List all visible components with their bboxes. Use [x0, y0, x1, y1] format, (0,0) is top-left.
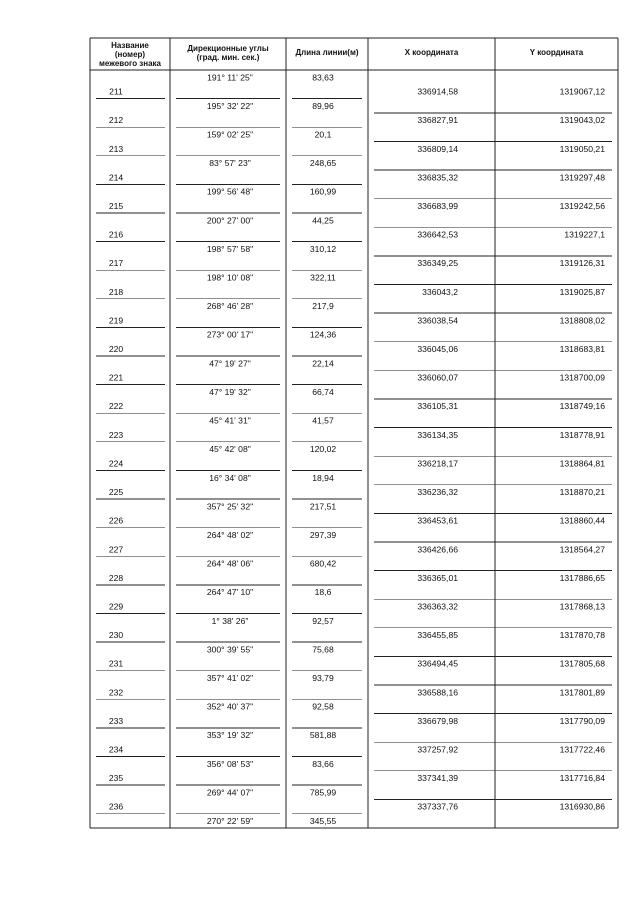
line-length: 83,63: [312, 72, 334, 83]
point-name: 217: [108, 258, 124, 269]
point-name: 234: [108, 744, 124, 755]
direction-angle: 273° 00' 17": [206, 329, 254, 340]
line-length: 120,02: [309, 444, 337, 455]
direction-angle: 268° 46' 28": [206, 301, 254, 312]
header-name-line: (номер): [114, 50, 146, 59]
point-y: 1319126,31: [559, 258, 605, 269]
point-x: 336236,32: [417, 487, 458, 498]
point-x: 336835,32: [417, 172, 458, 183]
point-name: 233: [108, 715, 124, 726]
point-name: 223: [108, 429, 124, 440]
point-y: 1318683,81: [559, 344, 605, 355]
direction-angle: 45° 42' 08": [209, 444, 251, 455]
direction-angle: 191° 11' 25": [207, 72, 253, 83]
point-y: 1319025,87: [559, 286, 605, 297]
line-length: 217,51: [309, 501, 337, 512]
direction-angle: 159° 02' 25": [206, 129, 254, 140]
point-name: 228: [108, 572, 124, 583]
header-x: Х координата: [404, 48, 459, 57]
point-name: 222: [108, 401, 124, 412]
point-name: 212: [108, 115, 124, 126]
line-length: 297,39: [309, 529, 337, 540]
point-x: 336453,61: [417, 515, 458, 526]
direction-angle: 269° 44' 07": [206, 787, 254, 798]
direction-angle: 45° 41' 31": [209, 415, 251, 426]
point-name: 232: [108, 687, 124, 698]
point-y: 1317805,68: [559, 658, 605, 669]
line-length: 785,99: [309, 787, 337, 798]
point-y: 1318564,27: [559, 544, 605, 555]
point-y: 1317870,78: [559, 630, 605, 641]
header-angle-line: (град. мин. сек.): [196, 53, 260, 62]
line-length: 22,14: [312, 358, 334, 369]
point-name: 215: [108, 201, 124, 212]
point-name: 221: [108, 372, 124, 383]
point-y: 1318778,91: [559, 429, 605, 440]
header-angle-line: Дирекционные углы: [187, 44, 269, 53]
direction-angle: 47° 19' 27": [209, 358, 251, 369]
direction-angle: 357° 41' 02": [206, 672, 254, 683]
point-name: 230: [108, 630, 124, 641]
direction-angle: 195° 32' 22": [206, 100, 254, 111]
point-x: 336045,06: [417, 344, 458, 355]
direction-angle: 47° 19' 32": [209, 386, 251, 397]
point-name: 211: [109, 86, 123, 97]
direction-angle: 198° 10' 08": [206, 272, 254, 283]
point-y: 1318808,02: [559, 315, 605, 326]
line-length: 93,79: [312, 672, 334, 683]
direction-angle: 264° 48' 02": [206, 529, 254, 540]
point-y: 1318860,44: [559, 515, 605, 526]
point-x: 336426,66: [417, 544, 458, 555]
direction-angle: 353° 19' 32": [206, 730, 254, 741]
line-length: 92,57: [312, 615, 334, 626]
line-length: 124,36: [309, 329, 337, 340]
table-grid: [90, 38, 618, 828]
point-x: 336365,01: [417, 572, 458, 583]
direction-angle: 200° 27' 00": [206, 215, 254, 226]
point-y: 1317868,13: [559, 601, 605, 612]
header-name-line: межевого знака: [98, 59, 162, 68]
point-y: 1316930,86: [559, 801, 605, 812]
line-length: 345,55: [309, 816, 337, 826]
point-y: 1317722,46: [559, 744, 605, 755]
line-length: 680,42: [309, 558, 337, 569]
point-name: 236: [108, 801, 124, 812]
point-name: 229: [108, 601, 124, 612]
point-y: 1317886,65: [559, 572, 605, 583]
point-name: 214: [108, 172, 124, 183]
point-x: 336038,54: [417, 315, 458, 326]
direction-angle: 356° 08' 53": [206, 758, 254, 769]
point-name: 224: [108, 458, 124, 469]
point-name: 225: [108, 487, 124, 498]
point-x: 337341,39: [417, 773, 458, 784]
point-x: 336914,58: [417, 86, 458, 97]
direction-angle: 1° 38' 26": [211, 615, 249, 626]
point-x: 336105,31: [417, 401, 458, 412]
header-length: Длина линии(м): [295, 48, 359, 57]
point-x: 336060,07: [417, 372, 458, 383]
line-length: 310,12: [309, 243, 337, 254]
point-y: 1318870,21: [559, 487, 605, 498]
line-length: 83,66: [312, 758, 334, 769]
line-length: 92,58: [312, 701, 334, 712]
direction-angle: 83° 57' 23": [209, 158, 251, 169]
point-name: 220: [108, 344, 124, 355]
line-length: 89,96: [312, 100, 334, 111]
table-header: [99, 41, 584, 68]
point-y: 1319067,12: [559, 86, 605, 97]
point-x: 336809,14: [417, 143, 458, 154]
point-x: 337257,92: [417, 744, 458, 755]
direction-angle: 270° 22' 59": [206, 816, 254, 826]
line-length: 20,1: [314, 129, 332, 140]
point-name: 227: [108, 544, 124, 555]
point-y: 1317801,89: [559, 687, 605, 698]
line-length: 581,88: [309, 730, 337, 741]
header-y: Y координата: [529, 48, 584, 57]
point-y: 1319227,1: [564, 229, 605, 240]
point-x: 336588,16: [417, 687, 458, 698]
line-length: 41,57: [312, 415, 334, 426]
point-y: 1319050,21: [559, 143, 605, 154]
point-name: 213: [108, 143, 124, 154]
point-name: 216: [108, 229, 124, 240]
point-x: 336642,53: [417, 229, 458, 240]
point-x: 336349,25: [417, 258, 458, 269]
point-name: 226: [108, 515, 124, 526]
point-x: 336683,99: [417, 201, 458, 212]
point-x: 336827,91: [417, 115, 458, 126]
point-x: 336363,32: [417, 601, 458, 612]
point-y: 1319297,48: [559, 172, 605, 183]
direction-angle: 300° 39' 55": [206, 644, 254, 655]
point-x: 336494,45: [417, 658, 458, 669]
point-y: 1319043,02: [559, 115, 605, 126]
point-name: 231: [108, 658, 124, 669]
point-x: 336043,2: [422, 286, 458, 297]
table-body: [96, 72, 612, 828]
line-length: 75,68: [312, 644, 334, 655]
line-length: 217,9: [312, 301, 334, 312]
direction-angle: 264° 48' 06": [206, 558, 254, 569]
point-name: 235: [108, 773, 124, 784]
point-y: 1318700,09: [559, 372, 605, 383]
direction-angle: 352° 40' 37": [206, 701, 254, 712]
point-x: 336679,98: [417, 715, 458, 726]
direction-angle: 198° 57' 58": [206, 243, 254, 254]
line-length: 18,94: [312, 472, 334, 483]
point-x: 336218,17: [417, 458, 458, 469]
line-length: 322,11: [310, 272, 336, 283]
header-name-line: Название: [111, 41, 149, 50]
point-y: 1317790,09: [559, 715, 605, 726]
point-y: 1319242,56: [559, 201, 605, 212]
line-length: 160,99: [309, 186, 337, 197]
direction-angle: 357° 25' 32": [206, 501, 254, 512]
point-name: 219: [108, 315, 124, 326]
point-x: 337337,76: [417, 801, 458, 812]
line-length: 66,74: [312, 386, 334, 397]
direction-angle: 199° 56' 48": [206, 186, 254, 197]
line-length: 248,65: [309, 158, 337, 169]
line-length: 18,6: [314, 587, 332, 598]
direction-angle: 16° 34' 08": [209, 472, 251, 483]
point-name: 218: [108, 286, 124, 297]
point-y: 1318749,16: [559, 401, 605, 412]
point-x: 336455,85: [417, 630, 458, 641]
direction-angle: 264° 47' 10": [206, 587, 254, 598]
point-y: 1317716,84: [559, 773, 605, 784]
point-x: 336134,35: [417, 429, 458, 440]
point-y: 1318864,81: [559, 458, 605, 469]
line-length: 44,25: [312, 215, 334, 226]
